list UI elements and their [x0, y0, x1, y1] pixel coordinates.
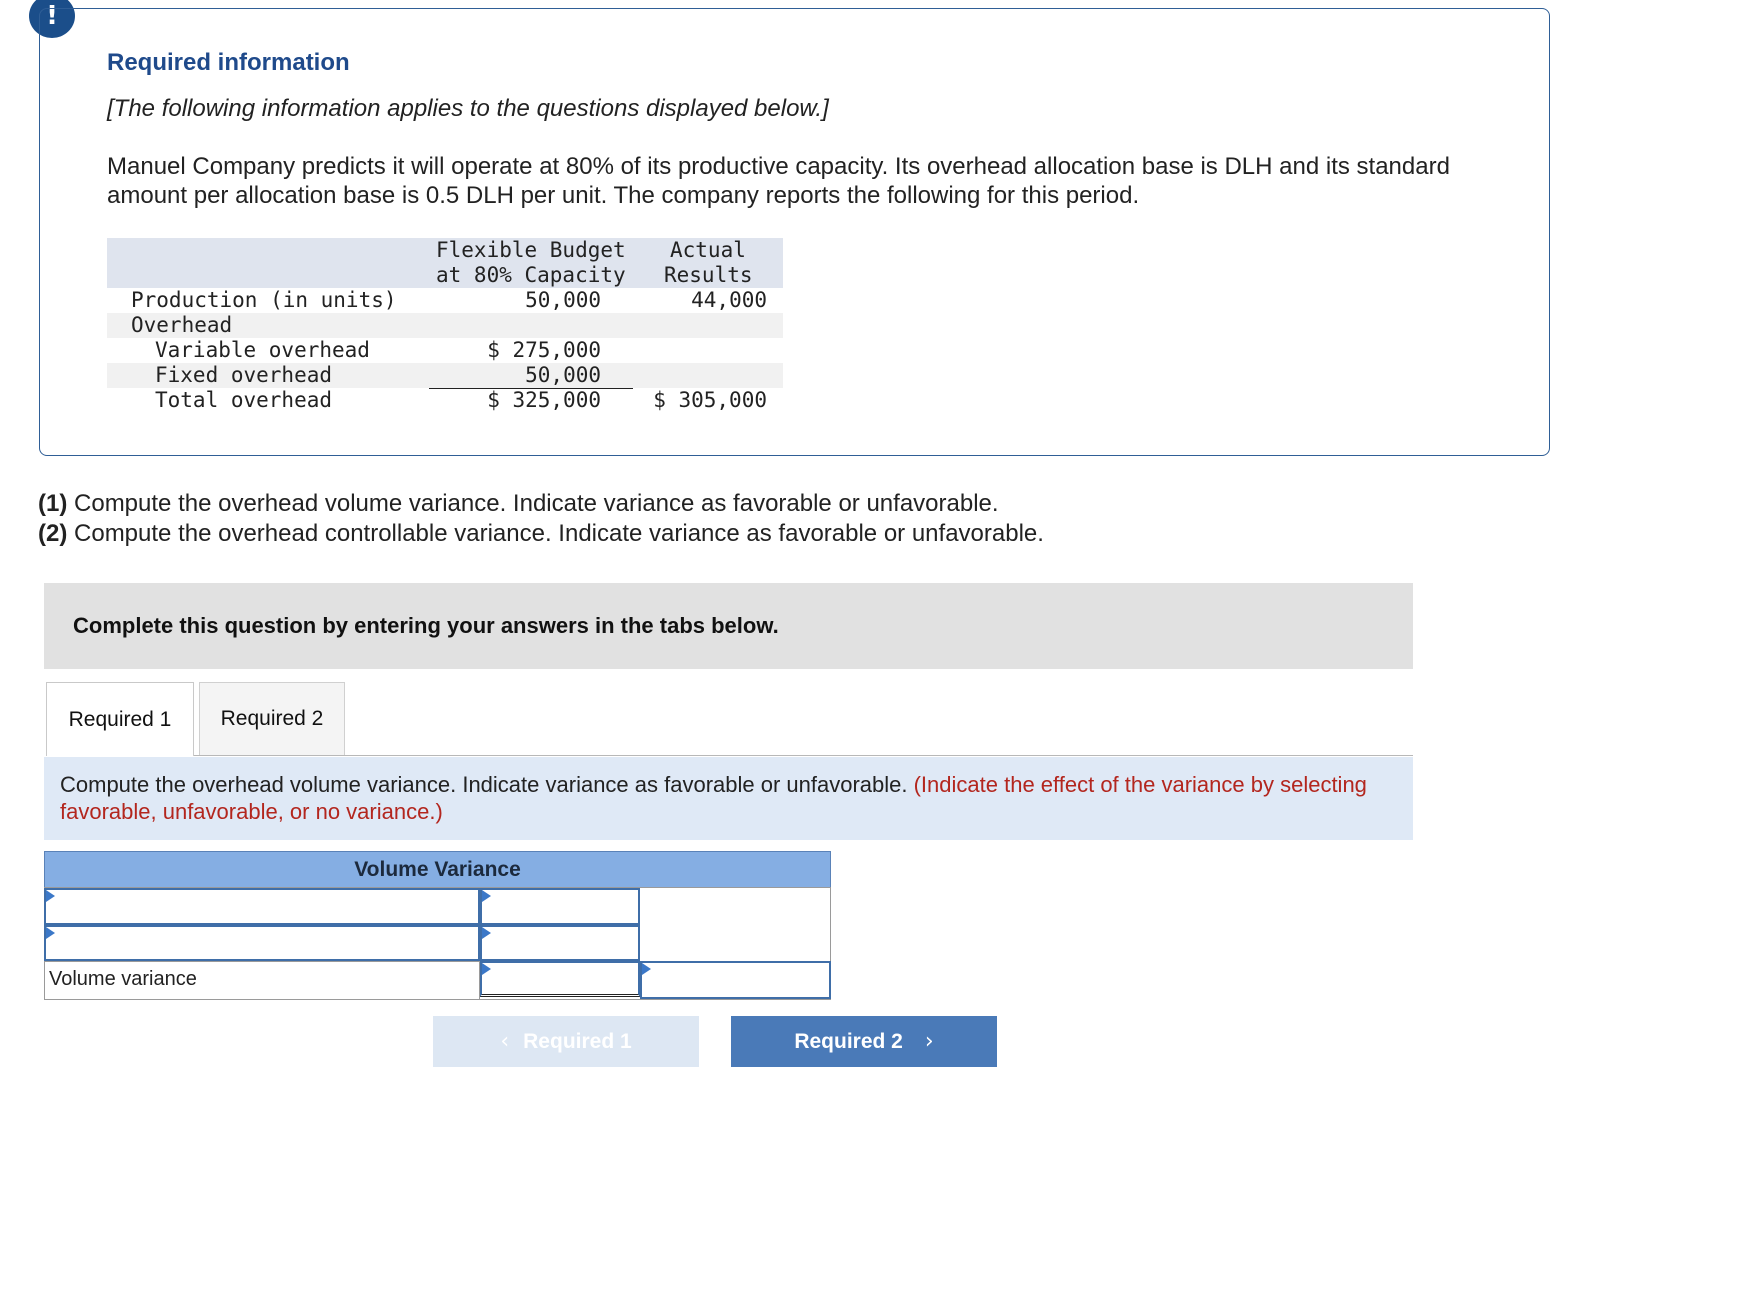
next-required-button[interactable]: Required 2 › — [731, 1016, 997, 1067]
problem-intro: Manuel Company predicts it will operate at 80% of its productive capacity. Its overhead allocation base is DLH and its standard amount per allocation base is 0.5 DLH per unit. The company reports the following for this period. — [107, 153, 1450, 209]
flexible-header-line2: at 80% Capacity — [436, 263, 626, 287]
row-label: Production (in units) — [131, 288, 397, 312]
calc-label-dropdown-1[interactable] — [44, 888, 480, 925]
subtotal-rule — [429, 388, 633, 389]
row-label: Overhead — [131, 313, 233, 337]
actual-header-line1: Actual — [670, 238, 746, 262]
prev-required-button: ‹ Required 1 — [433, 1016, 699, 1067]
tab-required-2[interactable]: Required 2 — [199, 682, 345, 756]
flexible-value: $ 325,000 — [487, 388, 601, 412]
flexible-value: $ 275,000 — [487, 338, 601, 362]
tab-required-1[interactable]: Required 1 — [46, 682, 194, 756]
calc-amount-input-1[interactable] — [480, 888, 640, 925]
row-label: Variable overhead — [155, 338, 370, 362]
budget-data-table — [107, 238, 783, 413]
table-row — [107, 338, 783, 363]
instruction-text: Compute the overhead volume variance. Indicate variance as favorable or unfavorable. — [60, 772, 914, 797]
required-information-title: Required information — [107, 49, 350, 76]
table-row — [107, 363, 783, 388]
calc-label-dropdown-2[interactable] — [44, 925, 480, 961]
row-label: Total overhead — [155, 388, 333, 412]
question-1: (1) Compute the overhead volume variance. Indicate variance as favorable or unfavorable. — [38, 490, 999, 517]
volume-variance-amount-input[interactable] — [480, 961, 640, 997]
flexible-value: 50,000 — [525, 288, 601, 312]
complete-prompt: Complete this question by entering your answers in the tabs below. — [44, 583, 1413, 669]
table-row — [107, 313, 783, 338]
actual-header-line2: Results — [664, 263, 753, 287]
table-row — [107, 388, 783, 413]
flexible-header-line1: Flexible Budget — [436, 238, 626, 262]
instruction-hint: (Indicate the effect of the variance by selecting favorable, unfavorable, or no variance.) — [60, 772, 1367, 824]
actual-value: $ 305,000 — [653, 388, 767, 412]
question-2: (2) Compute the overhead controllable variance. Indicate variance as favorable or unfavorable. — [38, 520, 1044, 547]
flexible-value: 50,000 — [525, 363, 601, 387]
chevron-right-icon: › — [924, 1029, 934, 1054]
table-row — [107, 288, 783, 313]
volume-variance-label: Volume variance — [49, 968, 197, 990]
calc-amount-input-2[interactable] — [480, 925, 640, 961]
alert-icon: ! — [29, 0, 75, 38]
row-label: Fixed overhead — [155, 363, 333, 387]
question-list — [38, 489, 1044, 549]
volume-variance-label-cell — [44, 961, 480, 1000]
volume-variance-header: Volume Variance — [44, 851, 831, 888]
required-information-subtitle: [The following information applies to the questions displayed below.] — [107, 95, 829, 122]
actual-value: 44,000 — [691, 288, 767, 312]
table-header — [107, 238, 783, 288]
instruction-panel — [44, 757, 1413, 840]
variance-effect-dropdown[interactable] — [640, 961, 831, 999]
chevron-left-icon: ‹ — [500, 1029, 510, 1054]
tab-divider — [194, 755, 1413, 756]
